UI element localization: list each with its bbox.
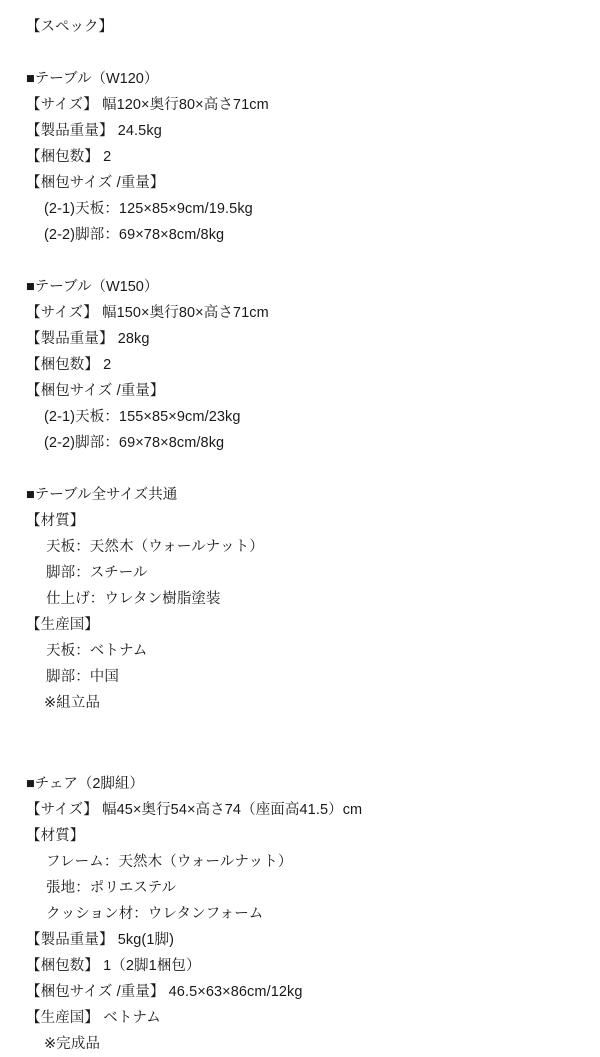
section-table-common [26,482,574,716]
spacer [26,758,574,771]
spec-line: 脚部：スチール [46,565,148,581]
spec-line: 【製品重量】 5kg(1脚) [26,932,175,948]
spec-line: (2-2)脚部：69×78×8cm/8kg [44,435,225,451]
spec-line: 天板：ベトナム [46,643,148,659]
spec-line: (2-1)天板：155×85×9cm/23kg [44,409,241,425]
spec-line: 【製品重量】 28kg [26,331,150,347]
spec-line: 【梱包数】 2 [26,357,112,373]
spec-line: 【梱包サイズ /重量】 [26,383,165,399]
spec-line: 【製品重量】 24.5kg [26,123,162,139]
spacer [26,456,574,482]
section-heading: ■チェア（2脚組） [26,776,144,792]
spec-line: フレーム：天然木（ウォールナット） [46,854,293,870]
spec-line: 【サイズ】 幅45×奥行54×高さ74（座面高41.5）cm [26,802,363,818]
spec-line: 脚部：中国 [46,669,119,685]
spec-line: クッション材：ウレタンフォーム [46,906,264,922]
spec-line: 仕上げ：ウレタン樹脂塗装 [46,591,221,607]
section-chair [26,771,574,1057]
spec-line: 【梱包数】 1（2脚1梱包） [26,958,201,974]
spec-line: 【梱包サイズ /重量】 [26,175,165,191]
section-table-w120 [26,66,574,248]
page-title: 【スペック】 [26,19,113,35]
section-heading: ■テーブル（W120） [26,71,159,87]
spec-line: 【生産国】 ベトナム [26,1010,161,1026]
spec-line: 天板：天然木（ウォールナット） [46,539,264,555]
spacer [26,716,574,758]
spec-line: 張地：ポリエステル [46,880,177,896]
spec-line: 【梱包サイズ /重量】 46.5×63×86cm/12kg [26,984,303,1000]
spec-line: 【梱包数】 2 [26,149,112,165]
spec-line: ※組立品 [44,695,101,711]
spec-line: 【サイズ】 幅150×奥行80×高さ71cm [26,305,269,321]
spec-line: (2-1)天板：125×85×9cm/19.5kg [44,201,253,217]
spec-line: (2-2)脚部：69×78×8cm/8kg [44,227,225,243]
spacer [26,40,574,66]
section-heading: ■テーブル（W150） [26,279,159,295]
spec-line: 【材質】 [26,828,85,844]
spacer [26,248,574,274]
spec-line: 【生産国】 [26,617,99,633]
section-heading: ■テーブル全サイズ共通 [26,487,178,503]
spec-line: 【材質】 [26,513,85,529]
spec-line: ※完成品 [44,1036,101,1052]
section-table-w150 [26,274,574,456]
spec-line: 【サイズ】 幅120×奥行80×高さ71cm [26,97,269,113]
